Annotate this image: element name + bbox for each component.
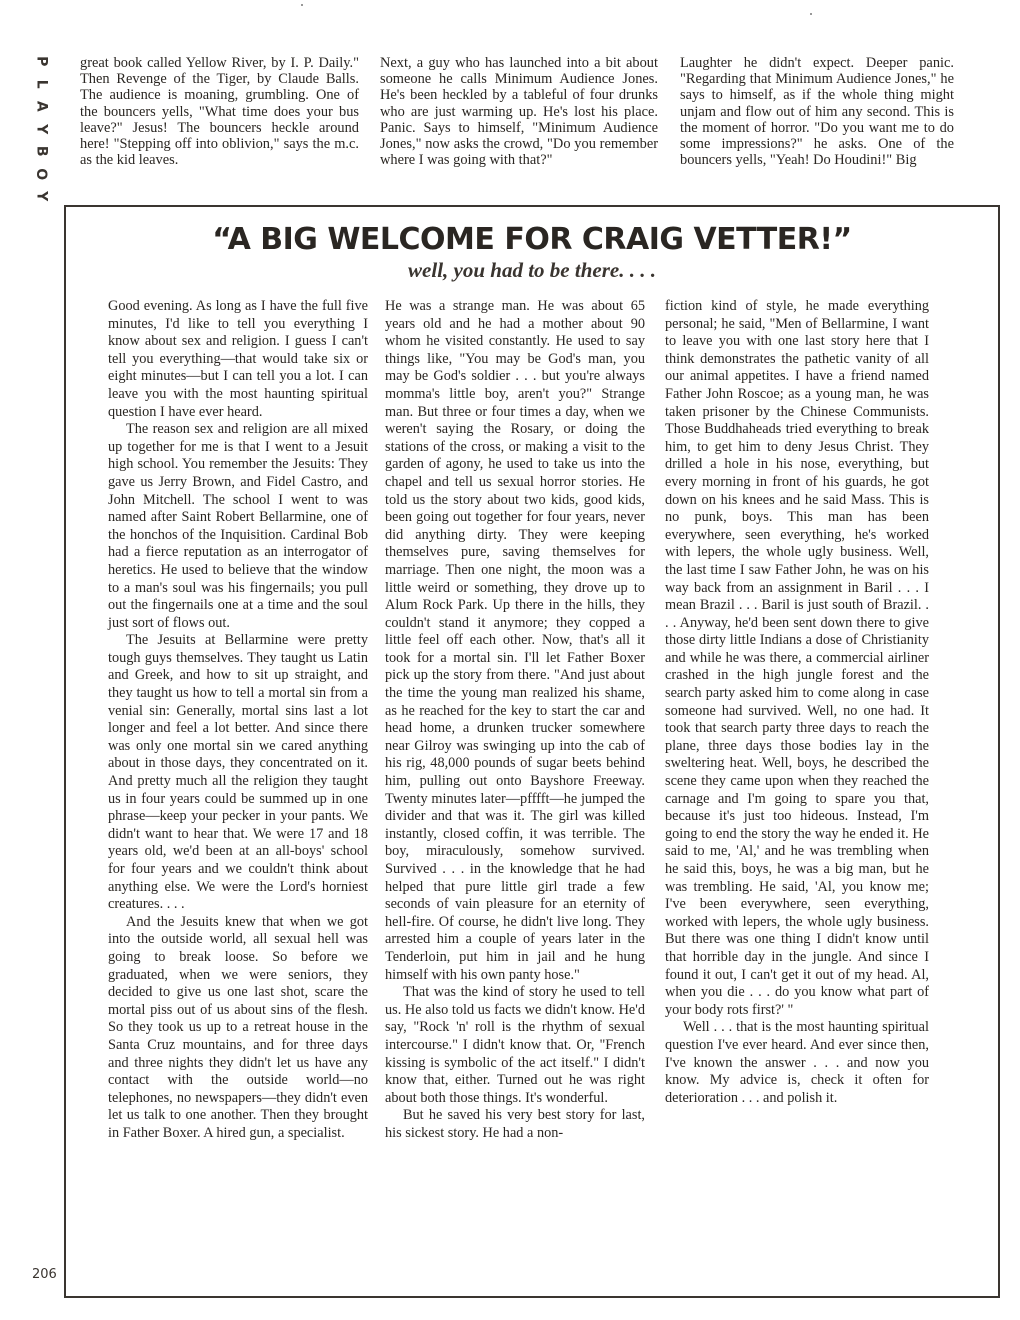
- print-mark: [810, 13, 812, 15]
- article-column-3: [665, 298, 929, 1107]
- paragraph: But he saved his very best story for last, his sickest story. He had a non-: [385, 1107, 645, 1141]
- paragraph: That was the kind of story he used to tell us. He also told us facts we didn't know. He'd say, "Rock 'n' roll is the rhythm of sexual intercourse." I didn't know that. Or, "French kissing is symbolic of the act itself." I didn't know that, either. Turned out he was right about both those things. It's wonderful.: [385, 984, 645, 1106]
- paragraph: The Jesuits at Bellarmine were pretty tough guys themselves. They taught us Latin and Greek, and how to sit up straight, and they taught us how to tell a mortal sin from a venial sin: Generally, mortal sins last a lot longer and feel a lot better. And since there was only one mortal sin we cared anything about in those days, they concentrated on it. And pretty much all the religion they taught us in four years could be summed up in one phrase—keep your pecker in your pants. We didn't want to hear that. We were 17 and 18 years old, we'd been at an all-boys' school for four years and we couldn't think about anything else. We were the Lord's horniest creatures. . . .: [108, 632, 368, 913]
- paragraph: He was a strange man. He was about 65 years old and he had a mother about 90 whom he visited constantly. He used to say things like, "You may be God's man, you may be God's soldier . . . but you're always momma's little boy, aren't you?" Strange man. But three or four times a day, when we weren't saying the Rosary, or doing the stations of the cross, or making a visit to the garden of agony, he used to take us into the chapel and tell us sexual horror stories. He told us the story about two kids, good kids, been going out together for four years, never did anything dirty. They were keeping themselves pure, saving themselves for marriage. Then one night, the moon was a little weird or something, they drove up to Alum Rock Park. Up there in the hills, they couldn't stand it anymore; they copped a little feel off each other. Now, that's all it took for a mortal sin. I'll let Father Boxer pick up the story from there. "And just about the time the young man realized his shame, as he reached for the key to start the car and head home, a drunken trucker somewhere near Gilroy was swinging up into the cab of his rig, 48,000 pounds of sugar beets behind him, pulling out onto Bayshore Freeway. Twenty minutes later—pfffft—he jumped the divider and that was it. The girl was killed instantly, closed coffin, it was terrible. The boy, miraculously, somehow survived. Survived . . . in the knowledge that he had helped that pure little girl trade a few seconds of vain pleasure for an eternity of hell-fire. Of course, he didn't live long. They arrested him a couple of years later in the Tenderloin, put him in jail and he hung himself with his own panty hose.": [385, 298, 645, 983]
- article-column-1: [108, 298, 368, 1143]
- top-column-3: Laughter he didn't expect. Deeper panic. "Regarding that Minimum Audience Jones," he says to himself, as if the whole thing might unjam and flow out of him any second. This is the moment of horror. "Do you want me to do some impressions?" he asks. One of the bouncers yells, "Yeah! Do Houdini!" Big: [680, 55, 954, 169]
- magazine-letter: B: [33, 145, 50, 157]
- magazine-letter: P: [33, 56, 50, 67]
- print-mark: [301, 4, 303, 6]
- magazine-letter: A: [33, 100, 50, 112]
- magazine-name: [34, 50, 48, 208]
- paragraph: Good evening. As long as I have the full five minutes, I'd like to tell you everything I know about sex and religion. I guess I can't tell you everything—that would take six or eight minutes—but I can tell you a lot. I can leave you with the most haunting spiritual question I have ever heard.: [108, 298, 368, 420]
- paragraph: Well . . . that is the most haunting spiritual question I've ever heard. And ever since then, I've known the answer . . . and now you know. My advice is, check it often for deterioration . . . and polish it.: [665, 1019, 929, 1106]
- article-subheadline: well, you had to be there. . . .: [408, 258, 656, 282]
- magazine-letter: O: [33, 167, 50, 180]
- magazine-letter: L: [33, 79, 50, 89]
- magazine-letter: Y: [33, 191, 50, 202]
- top-column-1: great book called Yellow River, by I. P. Daily." Then Revenge of the Tiger, by Claude Balls. The audience is moaning, grumbling. One of the bouncers yells, "What time does your bus leave?" Jesus! The bouncers heckle around here! "Stepping off into oblivion," says the m.c. as the kid leaves.: [80, 55, 359, 169]
- paragraph: fiction kind of style, he made everything personal; he said, "Men of Bellarmine, I want to leave you with one last story here that I think demonstrates the pathetic vanity of all our animal appetites. I have a friend named Father John Roscoe; as a young man, he was taken prisoner by the Chinese Communists. Those Buddhaheads tried everything to break him, to get him to deny Jesus Christ. They drilled a hole in his nose, everything, but every morning in front of his guards, he got down on his knees and he said Mass. This is no punk, boys. This man has been everywhere, seen everything, he's worked with lepers, the whole ugly business. Well, the last time I saw Father John, he was on his way back from an assignment in Baril . . . I mean Brazil . . . Baril is just south of Brazil. . . . Anyway, he'd been sent down there to give those dirty little Indians a dose of Christianity and while he was there, a commercial airliner crashed in the high jungle forest and the search party asked him to come along in case someone had survived. Well, no one had. It took that search party three days to reach the plane, three days those bodies lay in the sweltering heat. Well, boys, he described the scene they came upon when they reached the carnage and I'm going to spare you that, because it's just too hideous. Instead, I'm going to end the story the way he ended it. He said to me, 'Al,' and he was trembling when he said this, boys, he was a big man, but he was trembling. He said, 'Al, you know me; I've been everywhere, seen everything, worked with lepers, the whole ugly business. But there was one thing I didn't know until that horrible day in the jungle. And since I found it out, I can't get it out of my head. Al, when you die . . . do you know what part of your body rots first?' ": [665, 298, 929, 1018]
- paragraph: And the Jesuits knew that when we got into the outside world, all sexual hell was going to break loose. So before we graduated, when we were seniors, they decided to give us one last shot, scare the mortal piss out of us about sins of the flesh. So they took us up to a retreat house in the Santa Cruz mountains, and for three days and three nights they didn't let us have any contact with the outside world—no telephones, no newspapers—they didn't even let us talk to one another. Then they brought in Father Boxer. A hired gun, a specialist.: [108, 913, 368, 1141]
- top-column-2: Next, a guy who has launched into a bit about someone he calls Minimum Audience Jones. He's been heckled by a tableful of four drunks who are just warming up. He's lost his place. Panic. Says to himself, "Minimum Audience Jones," now asks the crowd, "Do you remember where I was going with that?": [380, 55, 658, 169]
- paragraph: The reason sex and religion are all mixed up together for me is that I went to a Jesuit high school. You remember the Jesuits: They gave us Jerry Brown, and Fidel Castro, and John Mitchell. The school I went to was named after Saint Robert Bellarmine, one of the honchos of the Inquisition. Cardinal Bob had a fierce reputation as an interrogator of heretics. He used to believe that the window to a man's soul was his fingernails; you pull out the fingernails one at a time and the soul just sort of flows out.: [108, 421, 368, 631]
- article-column-2: [385, 298, 645, 1143]
- page-number: 206: [32, 1267, 57, 1282]
- article-headline: “A BIG WELCOME FOR CRAIG VETTER!”: [212, 222, 852, 257]
- magazine-letter: Y: [33, 123, 50, 134]
